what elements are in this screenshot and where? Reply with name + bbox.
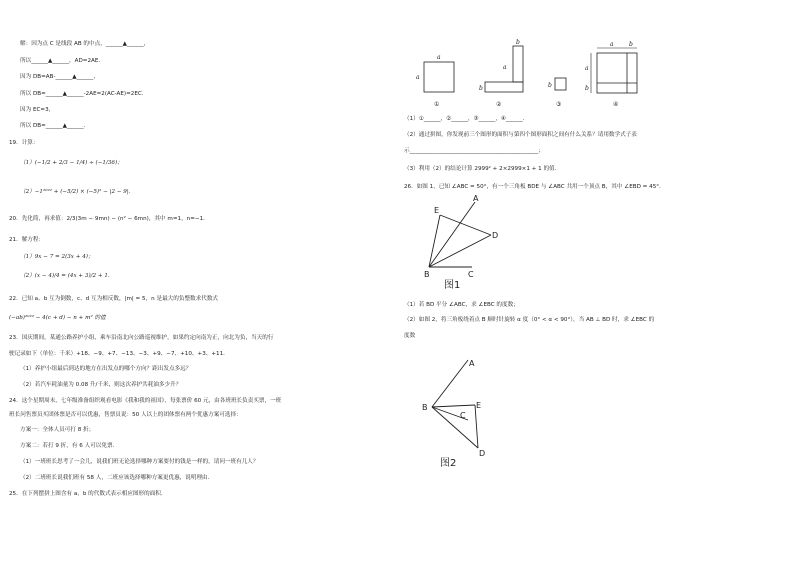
question-22: 22．已知 a、b 互为倒数，c、d 互为相反数，|m| = 5，n 是最大的负整数求代数式 [9, 296, 219, 302]
solution-line-5: 因为 EC=3， [20, 107, 55, 113]
solution-line-4: 所以 DB=______▲______-2AE=2(AC-AE)=2EC． [20, 91, 148, 97]
question-24-plan-2: 方案二：若打 9 折，有 6 人可以免票． [20, 443, 119, 449]
figure-4-square [597, 53, 637, 93]
figure-3-square [555, 78, 566, 90]
question-24: 24．这个星期周末，七年级准备组织观看电影《我和我的祖国》，每张票价 60 元，由各班班长负责买票，一班 [9, 398, 282, 404]
figure-2-rotated [420, 350, 540, 470]
question-24-plan-1: 方案一：全体人员可打 8 折； [20, 427, 95, 433]
figure-1-angles [420, 193, 540, 293]
fig2-segment-ED [475, 405, 478, 448]
fig1-title: 图1 [444, 280, 461, 291]
q25-part-1: （1）①______，②______，③______，④______． [404, 116, 529, 122]
question-19-title: 19．计算： [9, 140, 39, 146]
question-26-part-2-end: 度数 [404, 333, 416, 339]
question-23-record: 驶记录如下（单位：千米）+18、−9、+7、−13、−3、+9、−7、+10、+3、+11． [9, 351, 229, 357]
fig1-point-D: D [492, 231, 499, 240]
fig2-segment-BE [432, 405, 475, 407]
fig2-point-D: D [479, 449, 486, 458]
figure-2-rect-horizontal [485, 82, 523, 92]
area-figures [400, 36, 794, 146]
fig1-point-C: C [468, 270, 474, 279]
segment-ED [440, 215, 491, 235]
question-24-part-1: （1）一班班长思考了一会儿，说我们班无论选择哪种方案要付的钱是一样的，请问一班有几人？ [20, 459, 259, 465]
question-26-part-2: （2）如图 2，将三角板绕着点 B 顺时针旋转 α 度（0° < α < 90°），当 AB ⊥ BD 时，求 ∠EBC 的 [404, 317, 655, 323]
figure-4-label-a-top: a [610, 41, 614, 48]
fig2-point-C: C [460, 411, 466, 420]
question-24-part-2: （2）二班班长说我们班有 58 人，二班应该选择哪种方案更优惠，说明理由． [20, 475, 214, 481]
solution-line-2: 所以______▲______，AD=2AE． [20, 58, 104, 64]
question-19-part-2: （2）−1²⁰²² + (−5/2) × (−5)² − |2 − 9|． [20, 189, 135, 195]
solution-line-3: 因为 DB=AB-______▲______， [20, 74, 99, 80]
figure-3-number: ③ [556, 101, 562, 108]
fig1-point-A: A [473, 194, 479, 203]
fig2-title: 图2 [440, 458, 457, 469]
figure-2-rect-vertical [513, 46, 523, 82]
figure-1-number: ① [434, 101, 440, 108]
figure-1-label-a-top: a [437, 54, 441, 61]
question-23-part-2: （2）若汽车耗油量为 0.08 升/千米，则这次养护共耗油多少升？ [20, 382, 182, 388]
question-24-continued: 班长问售票员买团体票是否可以优惠，售票员说：50 人以上的团体票有两个优惠方案可选择： [9, 412, 242, 418]
question-26: 26．如图 1，已知 ∠ABC = 50°，有一个三角板 BDE 与 ∠ABC 共用一个顶点 B，其中 ∠EBD = 45°． [404, 184, 665, 190]
question-21-part-2: （2）(x − 4)/4 = (4x + 3)/2 + 1． [20, 273, 114, 279]
figure-4-number: ④ [613, 101, 619, 108]
fig2-ray-BA [432, 360, 468, 407]
question-22-expression: (−ab)²⁰²² − 4(c + d) − n + m² 的值 [9, 315, 106, 321]
fig2-point-A: A [469, 359, 475, 368]
question-25: 25．在下列摆拼上图含有 a，b 的代数式表示相应图形的面积． [9, 491, 167, 497]
question-23: 23．国庆期间，某通公路养护小组，乘车沿南北向公路巡视维护，如果约定向南为正，向北为负，当天的行 [9, 335, 274, 341]
figure-1-label-a: a [416, 74, 420, 81]
figure-1-square [424, 62, 454, 92]
solution-line-6: 所以 DB=______▲______． [20, 123, 90, 129]
question-26-part-1: （1）若 BD 平分 ∠ABC，求 ∠EBC 的度数； [404, 302, 519, 308]
question-19-part-1: （1）(−1/2 + 2/3 − 1/4) ÷ (−1/36)； [20, 160, 123, 166]
fig2-point-B: B [422, 403, 428, 412]
q25-part-2: （2）通过拼图，你发现前三个图形的面积与第四个图形面积之间有什么关系？请用数学式子表 [404, 132, 637, 138]
segment-BD [429, 235, 491, 267]
figure-2-label-b: b [479, 85, 483, 92]
fig2-point-E: E [476, 401, 482, 410]
question-23-part-1: （1）养护小组最后到达的地方在出发点的哪个方向？距出发点多远？ [20, 366, 192, 372]
figure-4-label-a-left: a [585, 65, 589, 72]
figure-3-label-b: b [548, 82, 552, 89]
fig1-point-E: E [434, 206, 440, 215]
question-21-title: 21．解方程： [9, 237, 45, 243]
figure-2-number: ② [496, 101, 502, 108]
question-21-part-1: （1）9x − 7 = 2(3x + 4)； [20, 254, 94, 260]
fig1-point-B: B [424, 270, 430, 279]
fig2-segment-BD [432, 407, 478, 448]
figure-2-label-b-top: b [516, 39, 520, 46]
figure-2-label-a: a [503, 64, 507, 71]
figure-4-label-b-top: b [629, 41, 633, 48]
question-20: 20．先化简，再求值：2/3(3m − 9mn) − (n² − 6mn)，其中 m=1，n=−1． [9, 216, 209, 222]
solution-line-1: 解：因为点 C 是线段 AB 的中点，______▲______， [20, 41, 150, 47]
q25-part-2-answer: 示______________________________________________； [404, 148, 544, 154]
figure-4-label-b-left: b [585, 85, 589, 92]
q25-part-3: （3）利用（2）的结论计算 2999² + 2×2999×1 + 1 的值． [404, 166, 561, 172]
